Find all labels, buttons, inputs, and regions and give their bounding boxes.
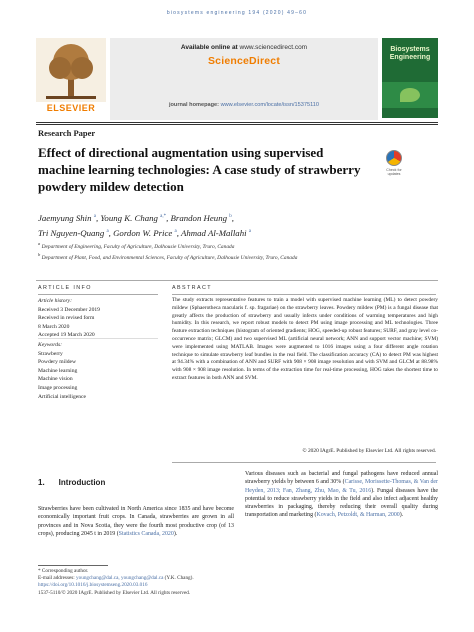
history-item: Received 3 December 2019	[38, 306, 100, 313]
author[interactable]: Tri Nguyen-Quang $^a$	[38, 227, 109, 238]
citation-link[interactable]: Carisse, Morissette-Thomas, & Van der Heyden, 2013; Fan, Zhang, Zhu, Mao, & Tu, 2016	[245, 479, 438, 494]
available-online	[110, 44, 378, 51]
keyword: Machine vision	[38, 376, 73, 383]
divider	[36, 122, 438, 123]
doi-link[interactable]: https://doi.org/10.1016/j.biosystemseng.2020.03.016	[38, 582, 148, 589]
issn-line: 1537-5110/© 2020 IAgrE. Published by Elsevier Ltd. All rights reserved.	[38, 589, 191, 596]
crossmark-label: Check for updates	[386, 168, 402, 176]
citation-link[interactable]: Statistics Canada, 2020	[118, 530, 174, 537]
keyword: Strawberry	[38, 350, 63, 357]
divider	[172, 294, 436, 295]
copyright: © 2020 IAgrE. Published by Elsevier Ltd. All rights reserved.	[302, 448, 436, 454]
divider	[172, 462, 436, 463]
article-info-heading: ARTICLE INFO	[38, 285, 92, 291]
divider	[38, 294, 158, 295]
history-item: Received in revised form	[38, 315, 95, 322]
history-item: 8 March 2020	[38, 323, 70, 330]
sciencedirect-logo[interactable]: ScienceDirect	[207, 55, 281, 67]
history-label: Article history:	[38, 298, 73, 304]
masthead	[36, 38, 438, 120]
affiliation: $^b$ Department of Plant, Food, and Environmental Sciences, Faculty of Agriculture, Dalhousie University, Truro, Canada	[38, 251, 298, 261]
author[interactable]: Young K. Chang $^{a,*}$	[100, 212, 167, 223]
sciencedirect-url[interactable]: www.sciencedirect.com	[239, 44, 308, 51]
author[interactable]: Brandon Heung $^b$	[170, 212, 232, 223]
available-prefix: Available online at	[180, 44, 238, 51]
keyword: Artificial intelligence	[38, 393, 86, 400]
leaf-icon	[400, 88, 420, 102]
divider	[36, 280, 438, 281]
crossmark-badge[interactable]	[380, 150, 408, 176]
abstract-text: The study extracts representative features to train a model with supervised machine learning (ML) to detect powdery mildew (Sphaerotheca macularis f. sp. fragariae) on the strawberry leaves. Powdery mildew (PM) is a fungal disease that greatly affects the production of strawberry and usually infects under conditions of warming temperatures and high humidity. In this research, we report robust models to detect PM using image processing and ML technologies. Three feature extraction techniques (histogram of oriented gradients; HOG, speeded-up robust features; SURF, and gray level co-occurrence matrix; GLCM) and two supervised ML (artificial neural network; ANN and support vector machine; SVM) were implemented using MATLAB. Images were augmented to 1016 images using a four different angle rotation technique to simulate strawberry leaf bundles in the real field. The classification accuracy (CA) to detect PM was highest at 94.34% with a combination of ANN and SURF with 908 × 908 image resolution and with SVM and GLCM at 88.98% with 908 × 908 image resolution. In terms of the extraction time for real-time processing, HOG takes the shortest time to extract features in both ANN and SVM.	[172, 297, 438, 381]
paper-title: Effect of directional augmentation using supervised machine learning technologies: A case study of strawberry powdery mildew detection	[38, 145, 361, 194]
history-item: Accepted 19 March 2020	[38, 332, 95, 339]
elsevier-logo[interactable]	[36, 38, 106, 116]
author[interactable]: Jaemyung Shin $^a$	[38, 212, 96, 223]
corresponding-author-note: * Corresponding author.	[38, 568, 89, 574]
keyword: Image processing	[38, 384, 78, 391]
footnote-divider	[38, 565, 108, 566]
email-line: E-mail addresses: youngchang@dal.ca, youngchang@dal.ca (Y.K. Chang).	[38, 575, 194, 582]
keyword: Powdery mildew	[38, 359, 77, 366]
homepage-prefix: journal homepage:	[168, 102, 219, 108]
paper-type: Research Paper	[38, 128, 96, 138]
crossmark-icon	[386, 150, 402, 166]
email-link[interactable]: youngchang@dal.ca, youngchang@dal.ca	[76, 575, 164, 582]
cover-title: Biosystems Engineering	[389, 46, 431, 61]
keywords	[38, 341, 158, 401]
keyword: Machine learning	[38, 367, 78, 374]
keywords-label: Keywords:	[38, 342, 63, 348]
journal-homepage	[110, 102, 378, 108]
journal-cover[interactable]	[382, 38, 438, 118]
section-heading	[38, 478, 119, 487]
intro-paragraph: Various diseases such as bacterial and fungal pathogens have reduced annual strawberry yields by between 6 and 30% (Carisse, Morissette-Thomas, & Van der Heyden, 2013; Fan, Zhang, Zhu, Mao, & Tu, 2016). Fungal diseases have the potential to reduce strawberry yields in the field and also infect adjacent healthy strawberries in packaging, thereby reducing their overall quality during transportation and marketing (Kovach, Petzoldt, & Harman, 2000).	[245, 471, 438, 519]
affiliations	[38, 240, 368, 262]
citation-link[interactable]: Kovach, Petzoldt, & Harman, 2000	[316, 512, 400, 519]
homepage-link[interactable]: www.elsevier.com/locate/issn/15375110	[220, 102, 320, 108]
article-history	[38, 297, 158, 340]
abstract-heading: ABSTRACT	[172, 285, 212, 291]
affiliation: $^a$ Department of Engineering, Faculty of Agriculture, Dalhousie University, Truro, Canada	[38, 241, 235, 250]
author[interactable]: Gordon W. Price $^a$	[113, 227, 177, 238]
masthead-center	[110, 38, 378, 120]
publisher-name: ELSEVIER	[46, 103, 96, 113]
intro-paragraph: Strawberries have been cultivated in North America since 1835 and have become economically important fruit crops. In Canada, strawberries are grown in all provinces and in Nova Scotia, they were the fourth most productive crop (of 13 crops), producing 2045 t in 2019 (Statistics Canada, 2020).	[38, 506, 234, 537]
journal-header: biosystems engineering 194 (2020) 49–60	[166, 10, 308, 16]
divider	[38, 338, 158, 339]
divider	[36, 124, 438, 125]
section-title: Introduction	[58, 478, 106, 487]
footnotes	[38, 568, 338, 597]
section-number: 1.	[38, 478, 45, 487]
author[interactable]: Ahmad Al-Mallahi $^a$	[180, 227, 251, 238]
author-list: Jaemyung Shin $^a$, Young K. Chang $^{a,*}$, Brandon Heung $^b$, Tri Nguyen-Quang $^a$, Gordon W. Price $^a$, Ahmad Al-Mallahi $^a$	[38, 212, 251, 238]
